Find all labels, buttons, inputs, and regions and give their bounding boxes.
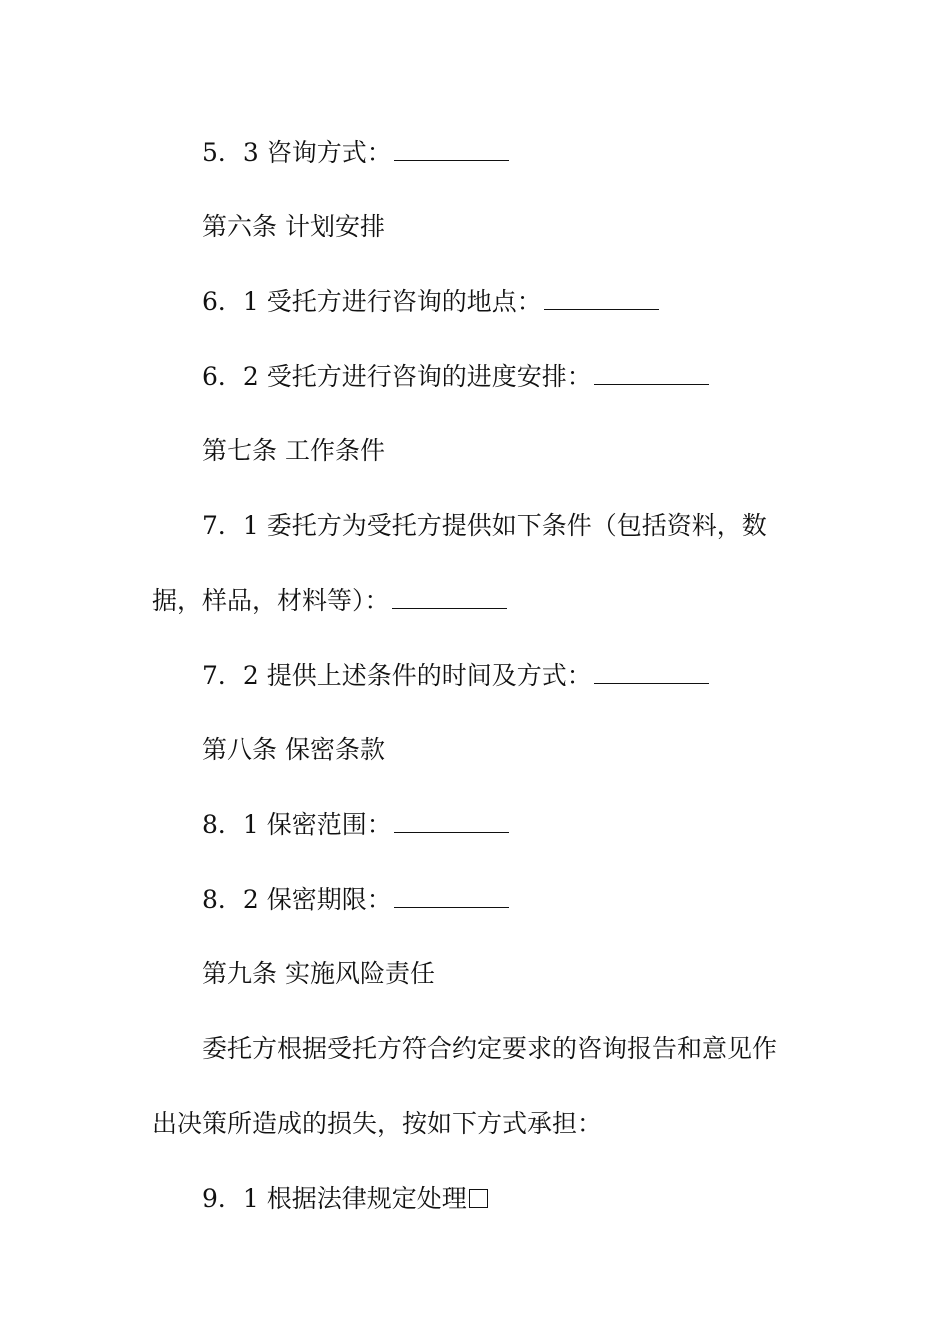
clause-6-2 (0, 360, 950, 394)
clause-9-1-text: 9．1 根据法律规定处理 (202, 1184, 467, 1213)
clause-6-1 (0, 285, 950, 319)
clause-5-3-text: 5．3 咨询方式： (202, 138, 392, 167)
article-9-paragraph-line-1 (0, 1032, 950, 1066)
fill-in-blank[interactable] (394, 140, 509, 161)
article-9-heading-text: 第九条 实施风险责任 (202, 959, 435, 988)
article-9-paragraph-continued-text: 出决策所造成的损失，按如下方式承担： (152, 1109, 603, 1138)
fill-in-blank[interactable] (544, 289, 659, 310)
clause-8-2-text: 8．2 保密期限： (202, 885, 392, 914)
clause-8-1-text: 8．1 保密范围： (202, 810, 392, 839)
clause-6-2-text: 6．2 受托方进行咨询的进度安排： (202, 362, 592, 391)
article-8-heading-text: 第八条 保密条款 (202, 735, 385, 764)
article-6-heading-text: 第六条 计划安排 (202, 212, 385, 241)
clause-7-1-line-1 (0, 509, 950, 543)
article-8-heading (0, 733, 950, 767)
article-6-heading (0, 210, 950, 244)
fill-in-blank[interactable] (392, 588, 507, 609)
article-9-heading (0, 957, 950, 991)
clause-6-1-text: 6．1 受托方进行咨询的地点： (202, 287, 542, 316)
fill-in-blank[interactable] (394, 887, 509, 908)
clause-5-3 (0, 136, 950, 170)
article-7-heading (0, 434, 950, 468)
fill-in-blank[interactable] (594, 663, 709, 684)
article-7-heading-text: 第七条 工作条件 (202, 436, 385, 465)
clause-7-2 (0, 659, 950, 693)
article-9-paragraph-line-2 (0, 1107, 950, 1141)
clause-7-1-continued-text: 据，样品，材料等）： (152, 586, 390, 615)
clause-7-1-text: 7．1 委托方为受托方提供如下条件（包括资料，数 (202, 511, 767, 540)
clause-7-2-text: 7．2 提供上述条件的时间及方式： (202, 661, 592, 690)
fill-in-blank[interactable] (594, 364, 709, 385)
fill-in-blank[interactable] (394, 812, 509, 833)
article-9-paragraph-text: 委托方根据受托方符合约定要求的咨询报告和意见作 (202, 1034, 778, 1063)
clause-8-2 (0, 883, 950, 917)
clause-8-1 (0, 808, 950, 842)
clause-7-1-line-2 (0, 584, 950, 618)
clause-9-1 (0, 1182, 950, 1216)
checkbox[interactable] (469, 1189, 488, 1208)
